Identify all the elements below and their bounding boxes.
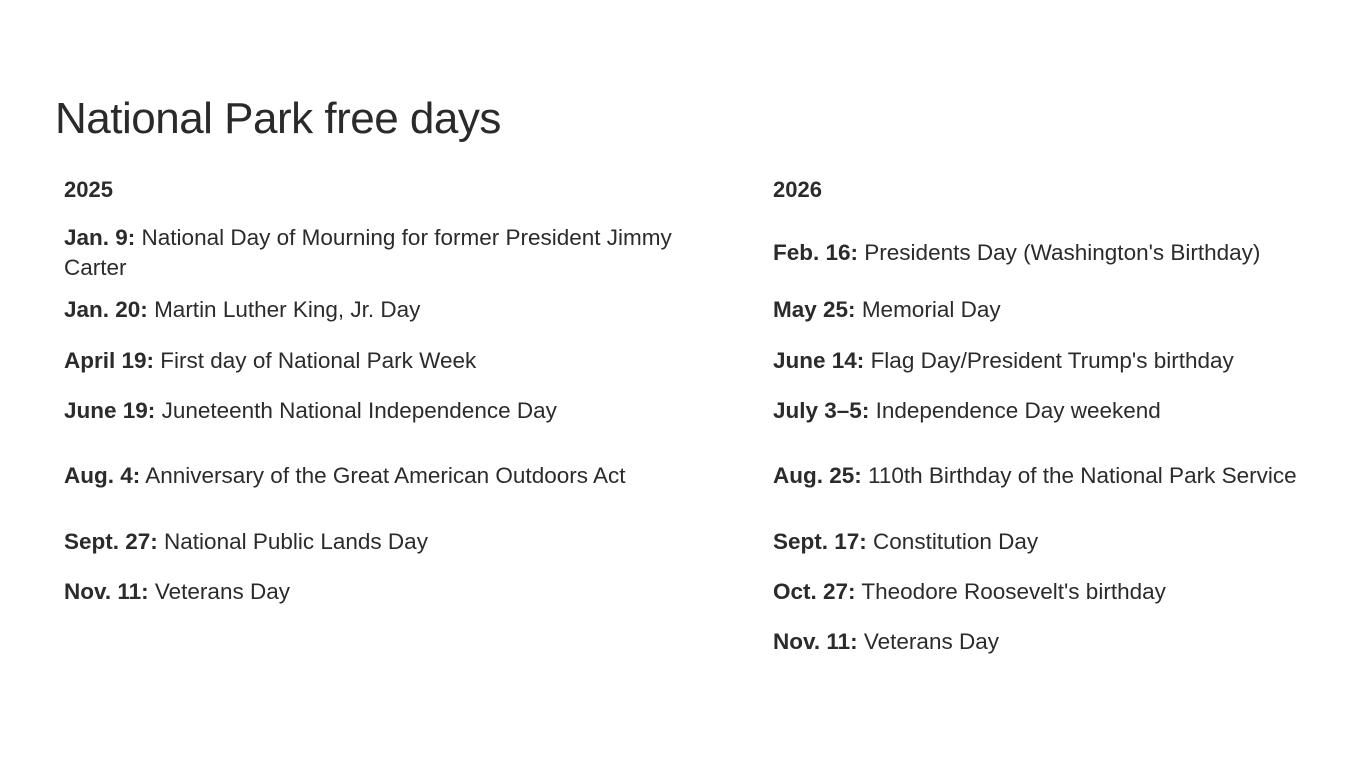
- holiday-name: Independence Day weekend: [875, 398, 1161, 423]
- list-item: [773, 616, 1333, 668]
- list-item: [64, 516, 714, 568]
- list-item: [773, 284, 1333, 336]
- holiday-list: [773, 222, 1333, 668]
- page-title: National Park free days: [55, 94, 501, 143]
- year-column-2026: [773, 172, 1333, 668]
- list-item: [64, 284, 714, 336]
- holiday-date: Sept. 17:: [773, 529, 867, 554]
- holiday-name: Flag Day/President Trump's birthday: [870, 348, 1234, 373]
- list-item: [64, 386, 714, 436]
- holiday-name: Juneteenth National Independence Day: [161, 398, 557, 423]
- list-item: [773, 386, 1333, 436]
- holiday-date: April 19:: [64, 348, 155, 373]
- list-item: [64, 336, 714, 386]
- holiday-name: Theodore Roosevelt's birthday: [861, 579, 1166, 604]
- holiday-date: July 3–5:: [773, 398, 870, 423]
- holiday-date: Sept. 27:: [64, 529, 158, 554]
- holiday-list: [64, 222, 714, 616]
- holiday-name: 110th Birthday of the National Park Service: [868, 463, 1297, 488]
- holiday-name: Veterans Day: [863, 629, 999, 654]
- year-column-2025: [64, 172, 714, 616]
- list-item: [64, 436, 714, 516]
- holiday-date: June 14:: [773, 348, 865, 373]
- list-item: [64, 568, 714, 616]
- holiday-name: National Day of Mourning for former President Jimmy Carter: [64, 225, 672, 280]
- holiday-date: June 19:: [64, 398, 156, 423]
- list-item: [773, 516, 1333, 568]
- list-item: [773, 336, 1333, 386]
- holiday-name: First day of National Park Week: [160, 348, 477, 373]
- holiday-date: Feb. 16:: [773, 240, 859, 265]
- holiday-name: Presidents Day (Washington's Birthday): [864, 240, 1261, 265]
- list-item: [773, 222, 1333, 284]
- holiday-date: Aug. 4:: [64, 463, 141, 488]
- holiday-date: Aug. 25:: [773, 463, 862, 488]
- holiday-name: Anniversary of the Great American Outdoors Act: [145, 463, 626, 488]
- holiday-date: Jan. 9:: [64, 225, 136, 250]
- holiday-date: Nov. 11:: [773, 629, 858, 654]
- holiday-name: Memorial Day: [861, 297, 1001, 322]
- holiday-date: Jan. 20:: [64, 297, 148, 322]
- holiday-name: National Public Lands Day: [164, 529, 428, 554]
- holiday-name: Veterans Day: [154, 579, 290, 604]
- year-heading: 2026: [773, 177, 822, 202]
- list-item: [773, 568, 1333, 616]
- holiday-name: Constitution Day: [873, 529, 1039, 554]
- holiday-date: Oct. 27:: [773, 579, 856, 604]
- holiday-name: Martin Luther King, Jr. Day: [154, 297, 421, 322]
- holiday-date: Nov. 11:: [64, 579, 149, 604]
- holiday-date: May 25:: [773, 297, 856, 322]
- list-item: [773, 436, 1333, 516]
- year-heading: 2025: [64, 177, 113, 202]
- list-item: [64, 222, 714, 284]
